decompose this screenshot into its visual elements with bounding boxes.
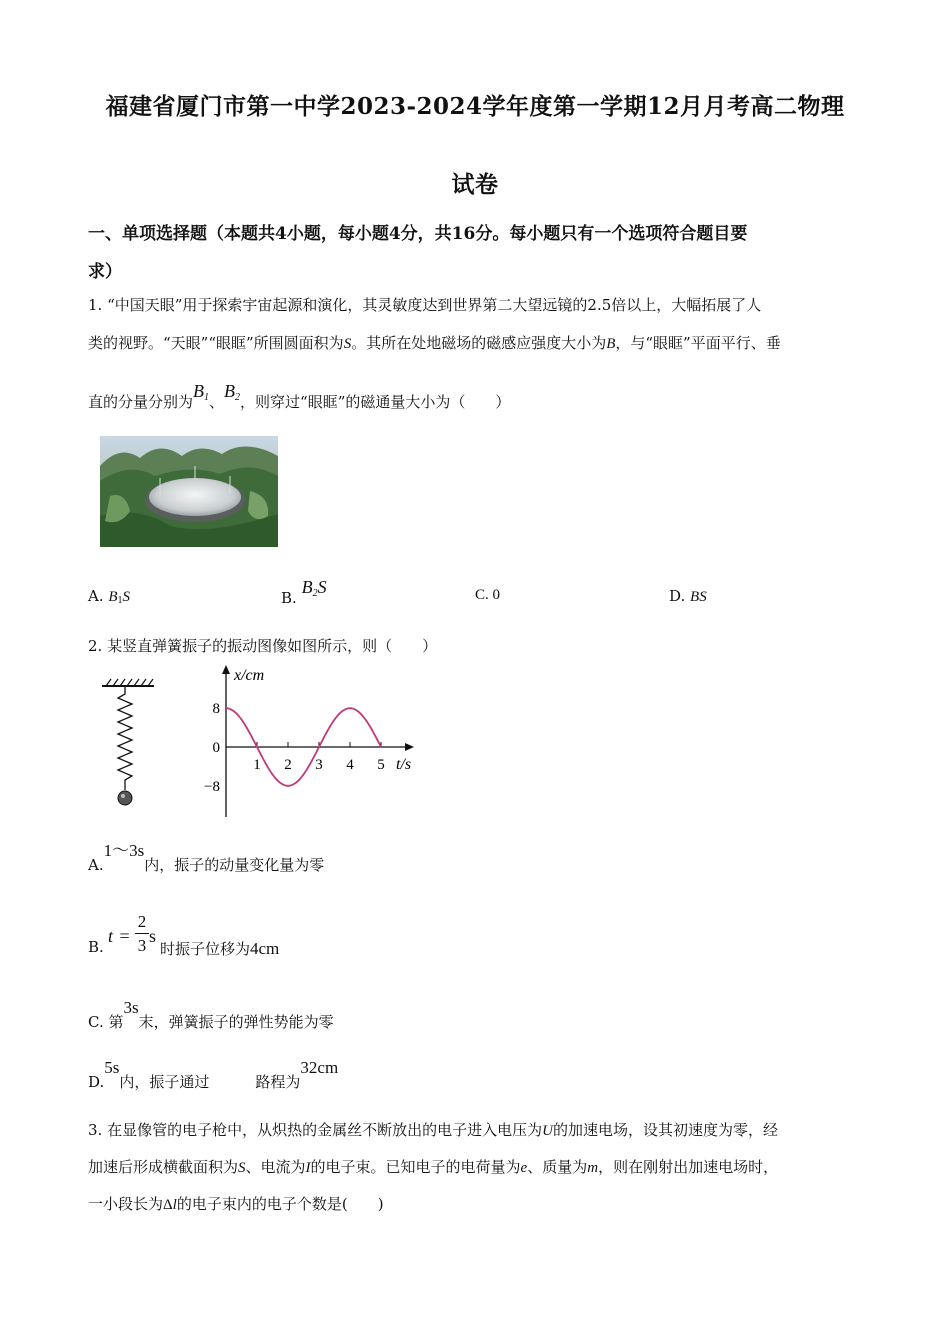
exam-title-line2: 试卷 [451,171,499,198]
q1-text: 直的分量分别为 [88,393,194,411]
q1-var-B: B [606,336,616,352]
vibration-graph [196,662,426,822]
x-tick-label: 3 [315,757,323,773]
q2-stem: 2. 某竖直弹簧振子的振动图像如图所示，则（ ） [88,637,438,655]
y-axis-label: x/cm [234,667,265,684]
q1-option-d[interactable]: D. BS [669,587,707,605]
q2-option-d[interactable]: D.5s内，振子通过 路程为32cm [88,1058,339,1091]
q1-stem-line1: 1. “中国天眼”用于探索宇宙起源和演化，其灵敏度达到世界第二大望远镜的2.5倍以上，大幅拓展了人 [88,296,762,314]
q1-stem-line3 [88,381,511,413]
spring-oscillator-diagram [98,676,158,810]
x-tick-label: 1 [253,757,261,773]
q1-var-S: S [343,336,352,352]
q1-option-c[interactable]: C. 0 [475,587,501,603]
q1-text: ，与“眼眶”平面平行、垂 [615,334,781,352]
q3-stem-line1: 3. 在显像管的电子枪中，从炽热的金属丝不断放出的电子进入电压为U的加速电场，设其初速度为零，经 [88,1121,778,1139]
q3-stem-line2: 加速后形成横截面积为S、电流为I的电子束。已知电子的电荷量为e、质量为m，则在刚射出加速电场时， [88,1158,779,1176]
q2-option-a[interactable]: A.1～3s内，振子的动量变化量为零 [88,841,325,874]
x-tick-label: 4 [346,757,354,773]
q1-option-a[interactable]: A. B1S [88,587,131,606]
section-heading-line2: 求） [88,262,122,282]
fast-telescope-photo [100,436,278,547]
q1-var-B1: $B_1$ [193,381,210,403]
exam-title-line1: 福建省厦门市第一中学2023-2024学年度第一学期12月月考高二物理 [105,93,845,120]
y-axis-arrow [222,665,230,674]
y-tick-label: 8 [212,701,220,718]
q1-text: 。其所在处地磁场的磁感应强度大小为 [351,334,607,352]
x-axis-label: t/s [396,756,412,773]
q2-option-c[interactable]: C. 第3s末，弹簧振子的弹性势能为零 [88,998,334,1031]
y-tick-label: 0 [212,740,220,756]
q1-text: 类的视野。“天眼”“眼眶”所围圆面积为 [88,334,344,352]
q2-option-b[interactable]: B. t = 2 3 s 时振子位移为4cm [88,912,280,958]
q3-stem-line3: 一小段长为Δl的电子束内的电子个数是( ) [88,1195,384,1213]
x-tick-label: 5 [377,757,385,773]
x-tick-label: 2 [284,757,292,773]
q1-text: ，则穿过“眼眶”的磁通量大小为（ ） [240,393,511,411]
x-axis-arrow [405,743,414,751]
section-heading-line1: 一、单项选择题（本题共4小题，每小题4分，共16分。每小题只有一个选项符合题目要 [88,224,748,244]
y-tick-label: −8 [204,778,220,795]
q1-var-B2: $B_2$ [224,381,241,403]
q1-option-b[interactable]: B. $B_2S$ [281,577,327,607]
q1-sep: 、 [209,393,225,411]
q1-stem-line2 [88,332,781,353]
